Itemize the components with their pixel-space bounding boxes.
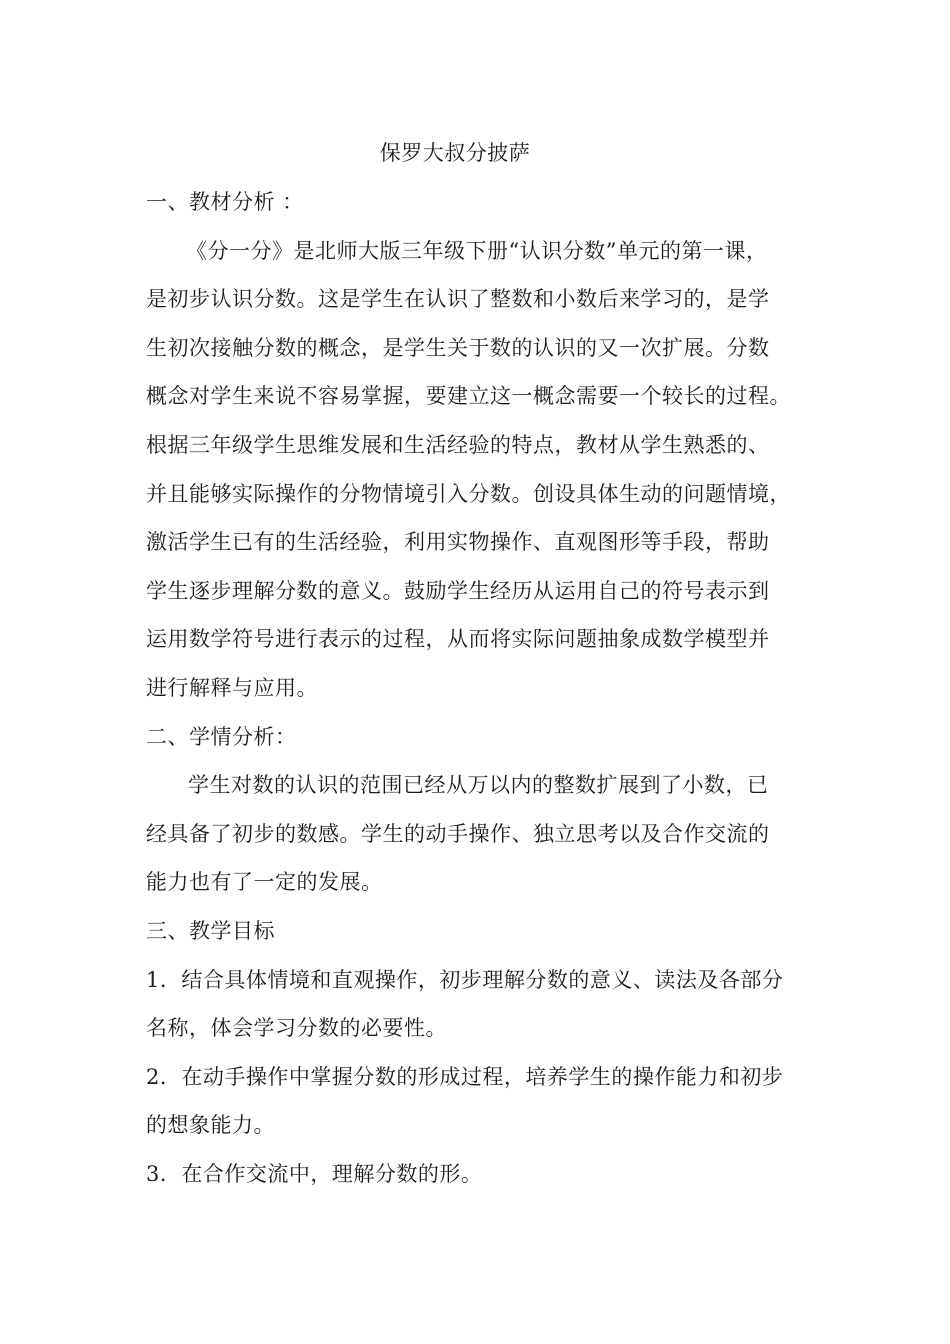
paragraph-line: 概念对学生来说不容易掌握，要建立这一概念需要一个较长的过程。 (146, 384, 791, 409)
goal-item-1: 1．结合具体情境和直观操作，初步理解分数的意义、读法及各部分 (146, 967, 784, 992)
paragraph-line: 学生对数的认识的范围已经从万以内的整数扩展到了小数，已 (188, 773, 769, 798)
paragraph-line: 能力也有了一定的发展。 (146, 870, 383, 895)
paragraph-line: 学生逐步理解分数的意义。鼓励学生经历从运用自己的符号表示到 (146, 578, 770, 603)
paragraph-line: 生初次接触分数的概念，是学生关于数的认识的又一次扩展。分数 (146, 335, 770, 360)
heading-textbook-analysis: 一、教材分析 ： (146, 190, 304, 214)
goal-item-2-cont: 的想象能力。 (146, 1113, 275, 1138)
paragraph-line: 是初步认识分数。这是学生在认识了整数和小数后来学习的，是学 (146, 287, 770, 312)
paragraph-line: 激活学生已有的生活经验，利用实物操作、直观图形等手段，帮助 (146, 530, 770, 555)
heading-student-analysis: 二、学情分析： (146, 724, 297, 749)
paragraph-line: 经具备了初步的数感。学生的动手操作、独立思考以及合作交流的 (146, 821, 770, 846)
paragraph-line: 运用数学符号进行表示的过程，从而将实际问题抽象成数学模型并 (146, 627, 770, 652)
paragraph-line: 并且能够实际操作的分物情境引入分数。创设具体生动的问题情境， (146, 481, 791, 506)
goal-item-1-cont: 名称，体会学习分数的必要性。 (146, 1016, 447, 1041)
goal-item-3: 3．在合作交流中，理解分数的形。 (146, 1161, 483, 1186)
document-body (146, 187, 836, 1207)
paragraph-line: 根据三年级学生思维发展和生活经验的特点，教材从学生熟悉的、 (146, 432, 770, 457)
paragraph-line: 进行解释与应用。 (146, 675, 318, 700)
document-title: 保罗大叔分披萨 (379, 141, 531, 165)
heading-teaching-goals: 三、教学目标 (146, 918, 275, 943)
goal-item-2: 2．在动手操作中掌握分数的形成过程，培养学生的操作能力和初步 (146, 1064, 784, 1089)
paragraph-line: 《分一分》是北师大版三年级下册“认识分数”单元的第一课， (186, 238, 768, 263)
